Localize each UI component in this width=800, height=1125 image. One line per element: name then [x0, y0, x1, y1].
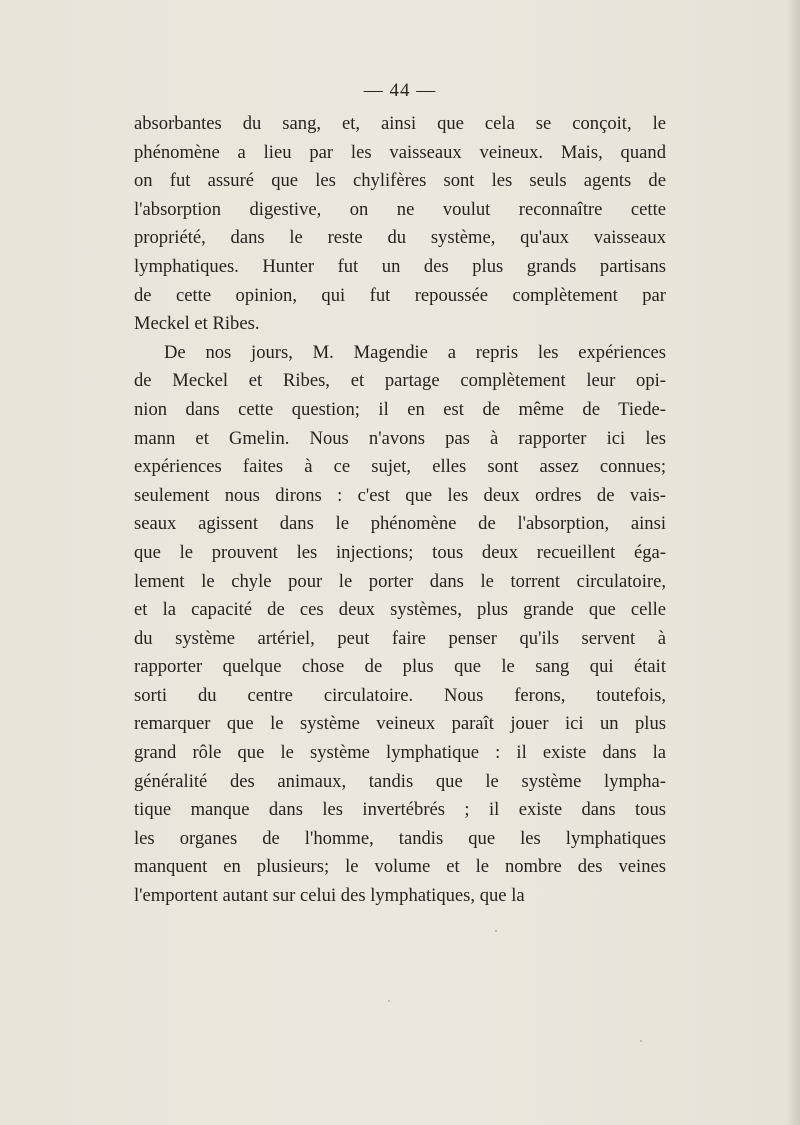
text-line: que le prouvent les injections; tous deux recueillent éga-: [134, 541, 666, 563]
text-line: nion dans cette question; il en est de même de Tiede-: [134, 398, 666, 420]
text-line: et la capacité de ces deux systèmes, plus grande que celle: [134, 599, 666, 621]
body-text: [134, 110, 666, 911]
text-line: lement le chyle pour le porter dans le torrent circulatoire,: [134, 570, 666, 592]
text-line: lymphatiques. Hunter fut un des plus grands partisans: [134, 255, 666, 277]
text-line: phénomène a lieu par les vaisseaux veineux. Mais, quand: [134, 141, 666, 163]
text-line: l'emportent autant sur celui des lymphatiques, que la: [134, 885, 525, 907]
text-line: généralité des animaux, tandis que le système lympha-: [134, 770, 666, 792]
text-line: mann et Gmelin. Nous n'avons pas à rapporter ici les: [134, 427, 666, 449]
text-line: du système artériel, peut faire penser qu'ils servent à: [134, 627, 666, 649]
text-line: propriété, dans le reste du système, qu'aux vaisseaux: [134, 227, 666, 249]
text-line: seulement nous dirons : c'est que les deux ordres de vais-: [134, 484, 666, 506]
text-line: grand rôle que le système lymphatique : il existe dans la: [134, 742, 666, 764]
text-line: tique manque dans les invertébrés ; il existe dans tous: [134, 799, 666, 821]
text-line: manquent en plusieurs; le volume et le nombre des veines: [134, 856, 666, 878]
text-line: on fut assuré que les chylifères sont les seuls agents de: [134, 170, 666, 192]
text-line: de cette opinion, qui fut repoussée complètement par: [134, 284, 666, 306]
text-line: absorbantes du sang, et, ainsi que cela se conçoit, le: [134, 113, 666, 134]
text-line: De nos jours, M. Magendie a repris les expériences: [164, 341, 666, 363]
text-line: sorti du centre circulatoire. Nous ferons, toutefois,: [134, 684, 666, 706]
paper-speck: [640, 1040, 642, 1042]
paper-speck: [495, 930, 497, 932]
page-edge-shadow: [786, 0, 800, 1125]
paper-speck: [388, 1000, 390, 1002]
text-line: l'absorption digestive, on ne voulut reconnaître cette: [134, 198, 666, 220]
text-line: rapporter quelque chose de plus que le sang qui était: [134, 656, 666, 678]
text-line: expériences faites à ce sujet, elles sont assez connues;: [134, 456, 666, 478]
text-line: les organes de l'homme, tandis que les lymphatiques: [134, 827, 666, 849]
text-line: remarquer que le système veineux paraît jouer ici un plus: [134, 713, 666, 735]
text-line: seaux agissent dans le phénomène de l'absorption, ainsi: [134, 513, 666, 535]
text-line: de Meckel et Ribes, et partage complètement leur opi-: [134, 370, 666, 392]
page-number: — 44 —: [363, 80, 437, 101]
text-line: Meckel et Ribes.: [134, 313, 260, 335]
